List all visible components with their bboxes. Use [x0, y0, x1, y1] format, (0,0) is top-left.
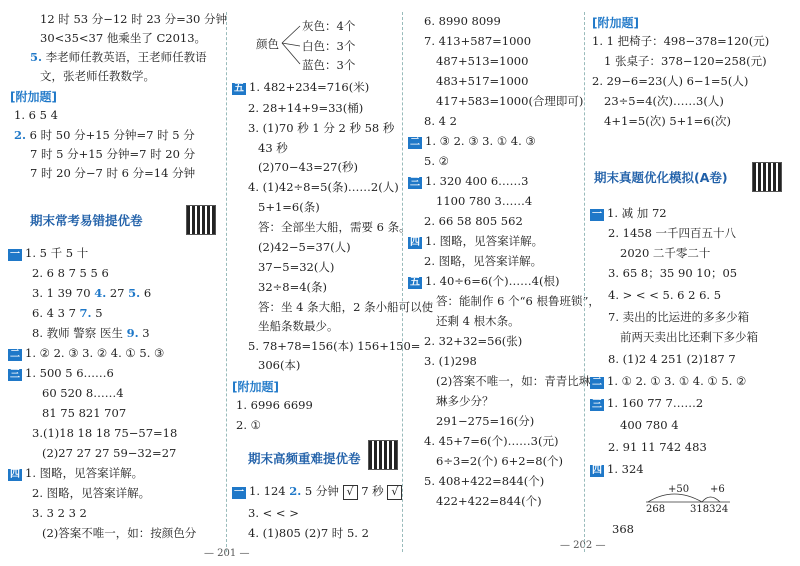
answer-line: 43 秒 [258, 141, 288, 155]
answer-line: 2. ① [236, 418, 261, 432]
number-line-tick-label: 318324 [690, 504, 729, 515]
answer-line: 8. 4 2 [424, 114, 457, 128]
answer-line: 4. 45+7=6(个)……3(元) [424, 434, 559, 448]
answer-line: 四 1. 324 [592, 462, 644, 476]
tree-branch-label: 蓝色：3个 [302, 58, 356, 72]
qr-code-icon [752, 162, 782, 192]
answer-line: 文，张老师任教数学。 [40, 69, 155, 83]
answer-line: 5. 李老师任教英语，王老师任教语 [30, 50, 207, 64]
answer-line: (2)答案不唯一，如：青青比琳 [436, 374, 591, 388]
page-number: — 202 — [560, 540, 606, 551]
answer-line: 二 1. ③ 2. ③ 3. ① 4. ③ [410, 134, 536, 148]
answer-line: 一 1. 5 千 5 十 [10, 246, 89, 260]
answer-line: 37−5=32(人) [258, 260, 335, 274]
column-divider [584, 12, 585, 552]
answer-line: 四 1. 图略，见答案详解。 [410, 234, 544, 248]
answer-line: 1. 6 5 4 [14, 108, 58, 122]
answer-line: 12 时 53 分−12 时 23 分=30 分钟 [40, 12, 228, 26]
answer-line: 四 1. 图略，见答案详解。 [10, 466, 144, 480]
answer-line: 2. 6 时 50 分+15 分钟=7 时 5 分 [14, 128, 195, 142]
column-divider [226, 12, 227, 552]
answer-line: 3. 3 2 3 2 [32, 506, 87, 520]
answer-line: 2. 91 11 742 483 [608, 440, 707, 454]
answer-line: 三 1. 320 400 6……3 [410, 174, 529, 188]
check-box: √ [387, 485, 402, 500]
section-header: [附加题] [232, 380, 279, 394]
answer-line: 60 520 8……4 [42, 386, 124, 400]
answer-line: 二 1. ② 2. ③ 3. ② 4. ① 5. ③ [10, 346, 165, 360]
answer-line: 答：能制作 6 个“6 根鲁班锁”， [436, 294, 600, 308]
answer-line: 答：全部坐大船，需要 6 条。 [258, 220, 411, 234]
answer-line: 1 张桌子：378−120=258(元) [604, 54, 767, 68]
answer-line: 3. < < > [248, 506, 299, 520]
column-divider [402, 12, 403, 552]
number-line-jump-label: +6 [710, 484, 725, 495]
tree-branch-label: 白色：3个 [302, 39, 356, 53]
answer-line: 3. (1)298 [424, 354, 477, 368]
answer-line: 422+422=844(个) [436, 494, 542, 508]
answer-line: 23÷5=4(次)……3(人) [604, 94, 724, 108]
tree-root-label: 颜色 [256, 37, 279, 51]
answer-line: 8. (1)2 4 251 (2)187 7 [608, 352, 736, 366]
answer-line: 417+583=1000(合理即可) [436, 94, 584, 108]
answer-line: 2. 66 58 805 562 [424, 214, 523, 228]
answer-line: 30<35<37 他乘坐了 C2013。 [40, 31, 207, 45]
answer-line: 4. > < < 5. 6 2 6. 5 [608, 288, 722, 302]
answer-line: 5. ② [424, 154, 449, 168]
answer-line: 一 1. 减 加 72 [592, 206, 667, 220]
answer-line: 8. 教师 警察 医生 9. 3 [32, 326, 150, 340]
answer-line: (2)70−43=27(秒) [258, 160, 358, 174]
answer-line: 2020 二千零二十 [620, 246, 711, 260]
answer-line: 1100 780 3……4 [436, 194, 533, 208]
answer-line: 400 780 4 [620, 418, 679, 432]
answer-line: 2. 6 8 7 5 5 6 [32, 266, 109, 280]
number-line-jump-label: +50 [668, 484, 690, 495]
answer-line: 4. (1)805 (2)7 时 5. 2 [248, 526, 369, 540]
answer-line: 1. 6996 6699 [236, 398, 313, 412]
page-title: 期末常考易错提优卷 [30, 213, 143, 228]
answer-line: 306(本) [258, 358, 301, 372]
answer-line: 1. 1 把椅子：498−378=120(元) [592, 34, 770, 48]
answer-line: 2. 28+14+9=33(桶) [248, 101, 364, 115]
answer-line: 坐船条数最少。 [258, 319, 339, 333]
answer-line: 3. 1 39 70 4. 27 5. 6 [32, 286, 152, 300]
answer-line: 7. 413+587=1000 [424, 34, 532, 48]
answer-line: 五 1. 482+234=716(米) [234, 80, 370, 94]
answer-line: 二 1. ① 2. ① 3. ① 4. ① 5. ② [592, 374, 747, 388]
answer-line: 6. 8990 8099 [424, 14, 501, 28]
answer-line: 五 1. 40÷6=6(个)……4(根) [410, 274, 560, 288]
answer-line: 2. 图略，见答案详解。 [32, 486, 151, 500]
page-title: 期末真题优化模拟(A卷) [594, 170, 728, 185]
answer-line: 7 时 5 分+15 分钟=7 时 20 分 [30, 147, 196, 161]
page-number: — 201 — [204, 548, 250, 559]
answer-line: 6÷3=2(个) 6+2=8(个) [436, 454, 564, 468]
answer-line: 3. (1)70 秒 1 分 2 秒 58 秒 [248, 121, 395, 135]
qr-code-icon [368, 440, 398, 470]
check-box: √ [343, 485, 358, 500]
answer-line: 32÷8=4(条) [258, 280, 328, 294]
tree-branch-label: 灰色：4个 [302, 19, 356, 33]
section-header: [附加题] [10, 90, 57, 104]
answer-line: (2)27 27 27 59−32=27 [42, 446, 177, 460]
answer-line: 还剩 4 根木条。 [436, 314, 520, 328]
answer-line: 一 1. 124 2. 5 分钟 √ 7 秒 √ [232, 484, 402, 500]
answer-line: 答：坐 4 条大船，2 条小船可以使 [258, 300, 434, 314]
answer-line: 2. 29−6=23(人) 6−1=5(人) [592, 74, 749, 88]
answer-line: 291−275=16(分) [436, 414, 535, 428]
answer-line: 3.(1)18 18 18 75−57=18 [32, 426, 178, 440]
answer-line: 2. 1458 一千四百五十八 [608, 226, 737, 240]
number-line-tick-label: 268 [646, 504, 666, 515]
answer-line: 5. 408+422=844(个) [424, 474, 545, 488]
answer-line: 前两天卖出比还剩下多少箱 [620, 330, 758, 344]
answer-line: 5. 78+78=156(本) 156+150= [248, 339, 421, 353]
answer-line: 三 1. 500 5 6……6 [10, 366, 114, 380]
answer-line: 3. 65 8；35 90 10；05 [608, 266, 738, 280]
answer-line: 4+1=5(次) 5+1=6(次) [604, 114, 732, 128]
answer-line: 6. 4 3 7 7. 5 [32, 306, 103, 320]
answer-line: 483+517=1000 [436, 74, 529, 88]
answer-line: 81 75 821 707 [42, 406, 127, 420]
answer-line: 7 时 20 分−7 时 6 分=14 分钟 [30, 166, 196, 180]
section-header: [附加题] [592, 16, 639, 30]
page-title: 期末高频重难提优卷 [248, 451, 361, 466]
answer-line: 2. 32+32=56(张) [424, 334, 523, 348]
qr-code-icon [186, 205, 216, 235]
answer-line: 琳多少分？ [436, 394, 494, 408]
answer-line: (2)答案不唯一，如：按颜色分 [42, 526, 197, 540]
answer-line: 三 1. 160 77 7……2 [592, 396, 704, 410]
answer-line: 368 [612, 522, 634, 536]
answer-line: 4. (1)42÷8=5(条)……2(人) [248, 180, 399, 194]
answer-line: 487+513=1000 [436, 54, 529, 68]
answer-line: (2)42−5=37(人) [258, 240, 351, 254]
answer-line: 2. 图略，见答案详解。 [424, 254, 543, 268]
answer-line: 5+1=6(条) [258, 200, 320, 214]
answer-line: 7. 卖出的比运进的多多少箱 [608, 310, 750, 324]
